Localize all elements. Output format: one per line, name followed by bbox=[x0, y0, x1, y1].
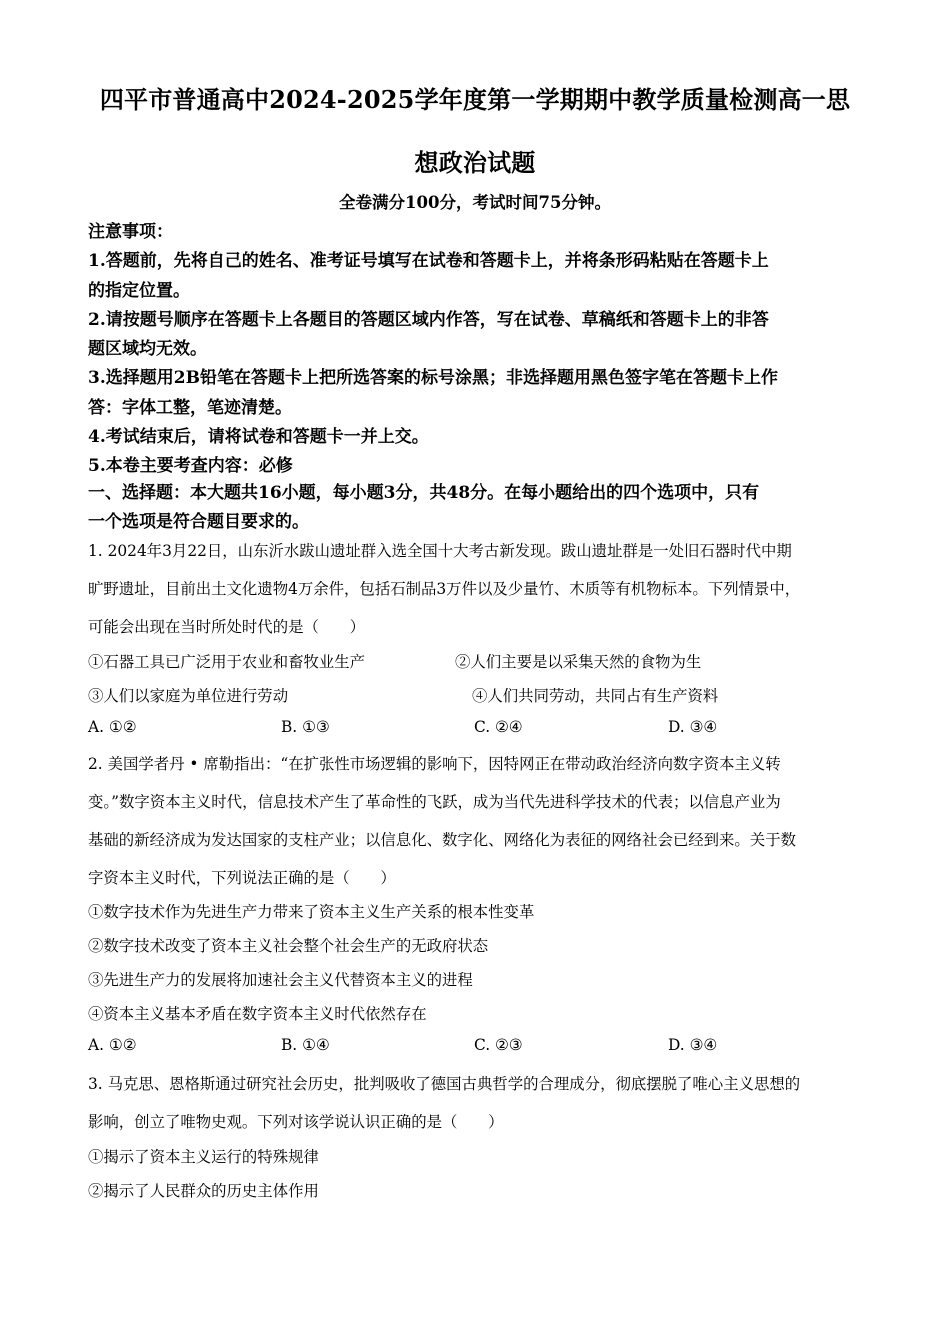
choice-d[interactable]: D. ③④ bbox=[668, 1036, 718, 1054]
option-row bbox=[88, 650, 866, 684]
option-row bbox=[88, 684, 866, 718]
notes-block bbox=[88, 218, 866, 482]
choice-a[interactable]: A. ①② bbox=[88, 718, 137, 736]
option-statement: ④资本主义基本矛盾在数字资本主义时代依然存在 bbox=[88, 1005, 427, 1023]
exam-title-line1: 四平市普通高中2024-2025学年度第一学期期中教学质量检测高一思 bbox=[99, 85, 851, 114]
option-statement: ①数字技术作为先进生产力带来了资本主义生产关系的根本性变革 bbox=[88, 903, 535, 921]
notes-heading: 注意事项： bbox=[88, 222, 173, 242]
question-2 bbox=[88, 752, 866, 1070]
question-stem-line: 1. 2024年3月22日，山东沂水跋山遗址群入选全国十大考古新发现。跋山遗址群是一处旧石器时代中期 bbox=[88, 542, 792, 560]
choice-b[interactable]: B. ①④ bbox=[281, 1036, 330, 1054]
notes-line: 5.本卷主要考查内容：必修 bbox=[88, 456, 293, 477]
notes-line: 1.答题前，先将自己的姓名、准考证号填写在试卷和答题卡上，并将条形码粘贴在答题卡上 bbox=[88, 251, 769, 272]
choice-c[interactable]: C. ②④ bbox=[474, 718, 523, 736]
question-stem-line: 变。”数字资本主义时代，信息技术产生了革命性的飞跃，成为当代先进科学技术的代表；以信息产业为 bbox=[88, 793, 781, 811]
exam-title-line2: 想政治试题 bbox=[414, 148, 536, 177]
notes-line: 的指定位置。 bbox=[88, 280, 190, 301]
notes-line: 题区域均无效。 bbox=[88, 339, 207, 360]
choice-c[interactable]: C. ②③ bbox=[474, 1036, 523, 1054]
question-stem-line: 影响，创立了唯物史观。下列对该学说认识正确的是（ ） bbox=[88, 1113, 504, 1131]
option-statement: ④人们共同劳动，共同占有生产资料 bbox=[472, 687, 719, 705]
section-line: 一个选项是符合题目要求的。 bbox=[88, 512, 309, 533]
notes-line: 4.考试结束后，请将试卷和答题卡一并上交。 bbox=[88, 427, 429, 448]
question-stem-line: 3. 马克思、恩格斯通过研究社会历史，批判吸收了德国古典哲学的合理成分，彻底摆脱了唯心主义思想的 bbox=[88, 1075, 801, 1093]
question-1 bbox=[88, 539, 866, 752]
option-statement: ①石器工具已广泛用于农业和畜牧业生产 bbox=[88, 653, 366, 671]
option-statement: ①揭示了资本主义运行的特殊规律 bbox=[88, 1148, 319, 1166]
question-stem-line: 2. 美国学者丹 • 席勒指出：“在扩张性市场逻辑的影响下，因特网正在带动政治经济向数字资本主义转 bbox=[88, 755, 781, 773]
question-stem-line: 旷野遗址，目前出土文化遗物4万余件，包括石制品3万件以及少量竹、木质等有机物标本。下列情景中， bbox=[88, 580, 801, 598]
option-statement: ③先进生产力的发展将加速社会主义代替资本主义的进程 bbox=[88, 971, 473, 989]
option-statement: ③人们以家庭为单位进行劳动 bbox=[88, 687, 289, 705]
exam-subtitle: 全卷满分100分，考试时间75分钟。 bbox=[339, 193, 611, 212]
choice-a[interactable]: A. ①② bbox=[88, 1036, 137, 1054]
section-heading bbox=[88, 479, 866, 538]
question-stem-line: 字资本主义时代，下列说法正确的是（ ） bbox=[88, 869, 396, 887]
notes-line: 3.选择题用2B铅笔在答题卡上把所选答案的标号涂黑；非选择题用黑色签字笔在答题卡上作 bbox=[88, 368, 778, 389]
choice-row bbox=[88, 1036, 866, 1070]
question-stem-line: 可能会出现在当时所处时代的是（ ） bbox=[88, 618, 366, 636]
notes-line: 2.请按题号顺序在答题卡上各题目的答题区域内作答，写在试卷、草稿纸和答题卡上的非答 bbox=[88, 309, 769, 330]
option-statement: ②揭示了人民群众的历史主体作用 bbox=[88, 1182, 319, 1200]
choice-d[interactable]: D. ③④ bbox=[668, 718, 718, 736]
question-stem-line: 基础的新经济成为发达国家的支柱产业；以信息化、数字化、网络化为表征的网络社会已经到来。关于数 bbox=[88, 831, 796, 849]
choice-row bbox=[88, 718, 866, 752]
option-statement: ②人们主要是以采集天然的食物为生 bbox=[455, 653, 702, 671]
option-statement: ②数字技术改变了资本主义社会整个社会生产的无政府状态 bbox=[88, 937, 489, 955]
question-3 bbox=[88, 1072, 866, 1213]
notes-line: 答：字体工整，笔迹清楚。 bbox=[88, 397, 292, 418]
choice-b[interactable]: B. ①③ bbox=[281, 718, 330, 736]
section-line: 一、选择题：本大题共16小题，每小题3分，共48分。在每小题给出的四个选项中，只有 bbox=[88, 483, 760, 503]
